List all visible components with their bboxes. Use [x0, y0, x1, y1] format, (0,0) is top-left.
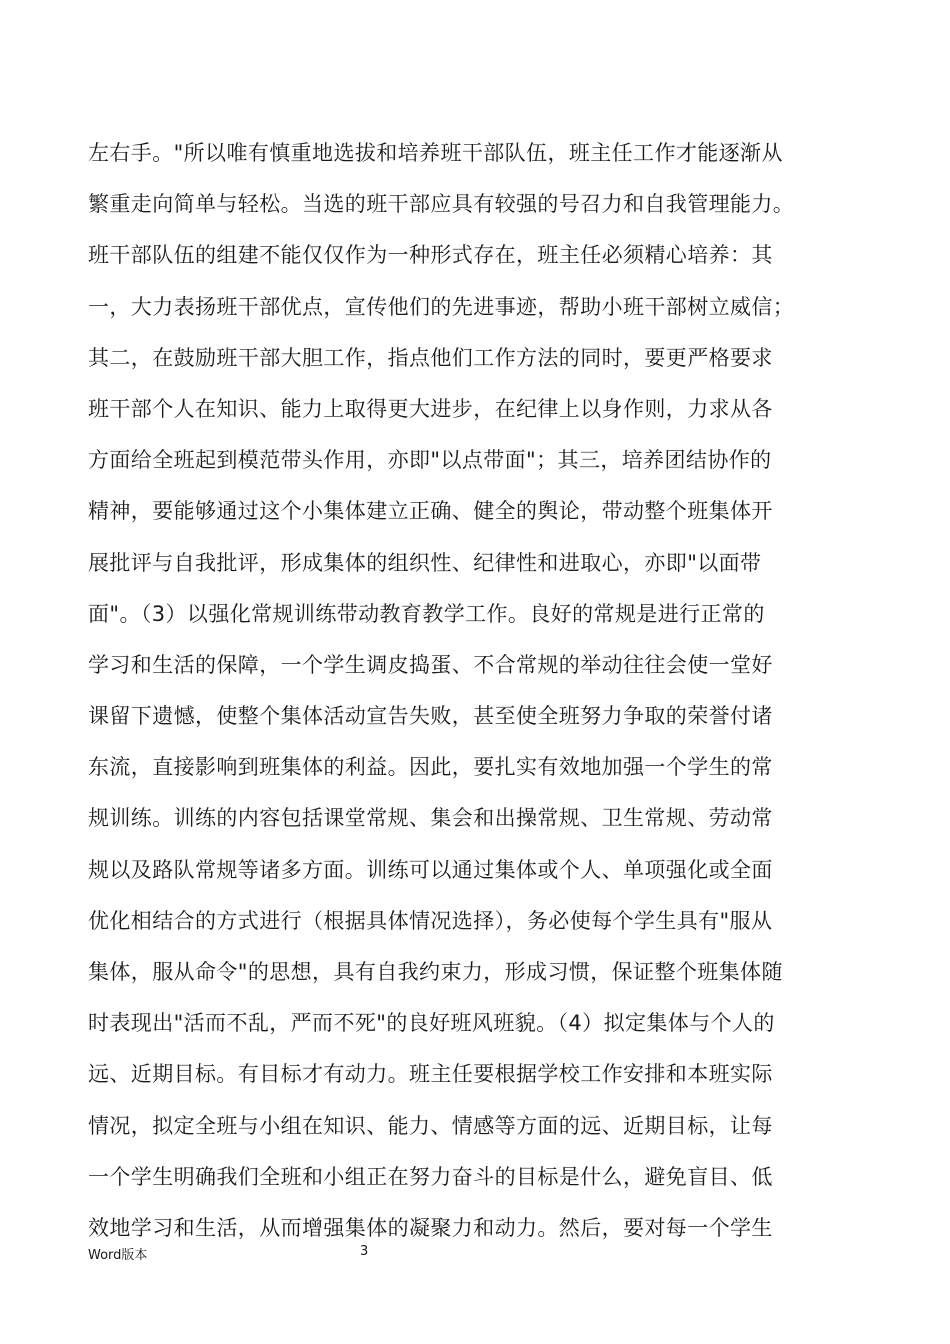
page-number: 3	[360, 1244, 369, 1259]
text-line: 规以及路队常规等诸多方面。训练可以通过集体或个人、单项强化或全面	[88, 857, 773, 882]
text-line: 集体，服从命令"的思想，具有自我约束力，形成习惯，保证整个班集体随	[88, 960, 783, 984]
text-line: 东流，直接影响到班集体的利益。因此，要扎实有效地加强一个学生的常	[88, 755, 773, 780]
text-line: 学习和生活的保障，一个学生调皮捣蛋、不合常规的举动往往会使一堂好	[88, 652, 773, 677]
footer-label: Word版本	[88, 1248, 148, 1263]
text-line: 班干部队伍的组建不能仅仅作为一种形式存在，班主任必须精心培养：其	[88, 243, 773, 268]
text-line: 一个学生明确我们全班和小组正在努力奋斗的目标是什么，避免盲目、低	[88, 1164, 773, 1189]
text-line: 效地学习和生活，从而增强集体的凝聚力和动力。然后，要对每一个学生	[88, 1215, 773, 1240]
text-line: 方面给全班起到模范带头作用，亦即"以点带面"；其三，培养团结协作的	[88, 448, 772, 473]
body-text	[88, 128, 888, 1254]
text-line: 远、近期目标。有目标才有动力。班主任要根据学校工作安排和本班实际	[88, 1062, 773, 1087]
text-line: 左右手。"所以唯有慎重地选拔和培养班干部队伍，班主任工作才能逐渐从	[88, 141, 783, 165]
text-line: 一，大力表扬班干部优点，宣传他们的先进事迹，帮助小班干部树立威信；	[88, 294, 795, 319]
text-line: 精神，要能够通过这个小集体建立正确、健全的舆论，带动整个班集体开	[88, 499, 773, 524]
text-line: 情况，拟定全班与小组在知识、能力、情感等方面的远、近期目标，让每	[88, 1113, 773, 1138]
text-line: 展批评与自我批评，形成集体的组织性、纪律性和进取心，亦即"以面带	[88, 550, 762, 575]
text-line: 班干部个人在知识、能力上取得更大进步，在纪律上以身作则，力求从各	[88, 396, 773, 421]
text-line: 面"。（3）以强化常规训练带动教育教学工作。良好的常规是进行正常的	[88, 601, 765, 626]
text-line: 课留下遗憾，使整个集体活动宣告失败，甚至使全班努力争取的荣誉付诸	[88, 704, 773, 729]
text-line: 时表现出"活而不乱，严而不死"的良好班风班貌。（4）拟定集体与个人的	[88, 1011, 775, 1036]
page-footer	[88, 1244, 888, 1268]
text-line: 优化相结合的方式进行（根据具体情况选择），务必使每个学生具有"服从	[88, 908, 773, 933]
text-line: 繁重走向简单与轻松。当选的班干部应具有较强的号召力和自我管理能力。	[88, 192, 795, 217]
text-line: 其二，在鼓励班干部大胆工作，指点他们工作方法的同时，要更严格要求	[88, 345, 773, 370]
text-line: 规训练。训练的内容包括课堂常规、集会和出操常规、卫生常规、劳动常	[88, 806, 773, 831]
